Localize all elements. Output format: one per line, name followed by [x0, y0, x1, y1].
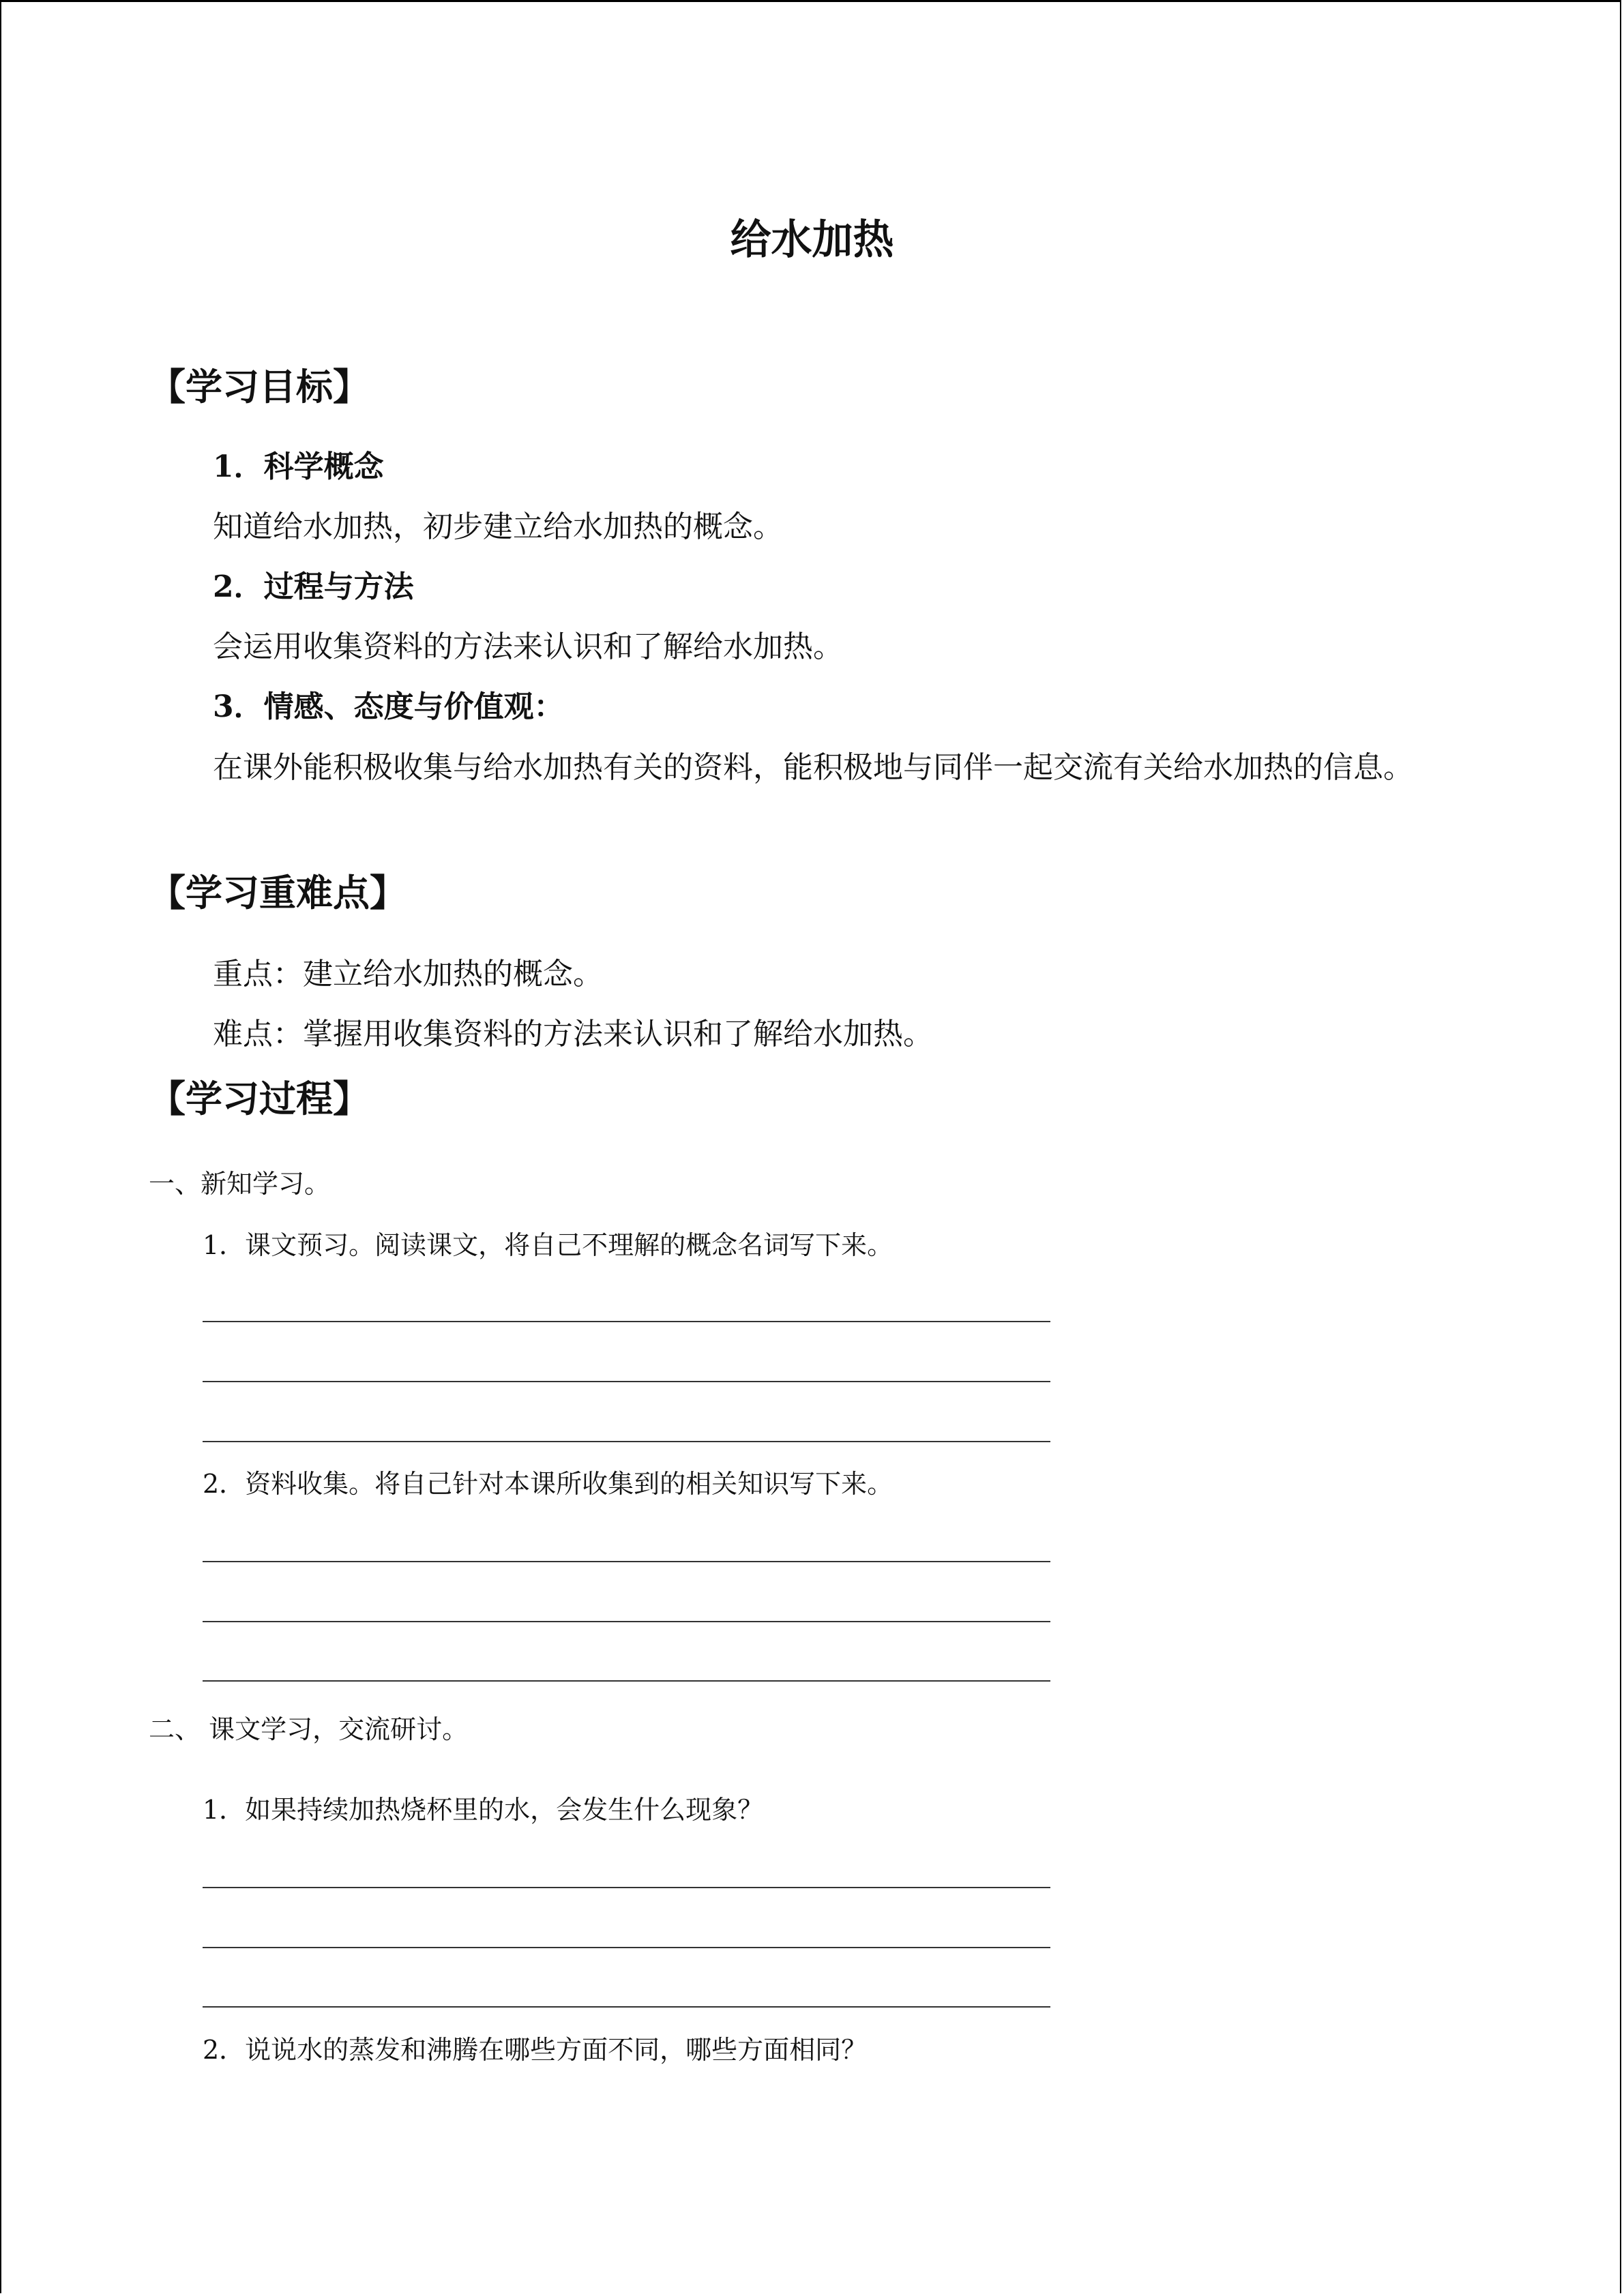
difficult-point-text: 难点：掌握用收集资料的方法来认识和了解给水加热。 [213, 1017, 933, 1052]
part-1-question-2: 2．资料收集。将自己针对本课所收集到的相关知识写下来。 [203, 1469, 894, 1499]
answer-line[interactable] [203, 1561, 1050, 1562]
answer-line[interactable] [203, 1321, 1050, 1322]
part-2-heading: 二、 课文学习，交流研讨。 [149, 1714, 469, 1744]
section-heading-key-points: 【学习重难点】 [149, 871, 407, 914]
objective-1-text: 知道给水加热，初步建立给水加热的概念。 [213, 509, 783, 544]
objective-2-text: 会运用收集资料的方法来认识和了解给水加热。 [213, 629, 843, 664]
key-point-text: 重点：建立给水加热的概念。 [213, 957, 603, 992]
objective-1-heading: 1．科学概念 [213, 449, 384, 484]
objective-3-heading: 3．情感、态度与价值观： [213, 689, 564, 724]
answer-line[interactable] [203, 1381, 1050, 1382]
answer-line[interactable] [203, 1947, 1050, 1948]
answer-line[interactable] [203, 1887, 1050, 1888]
section-heading-objectives: 【学习目标】 [149, 366, 370, 408]
objective-2-heading: 2．过程与方法 [213, 569, 414, 604]
answer-line[interactable] [203, 1680, 1050, 1682]
part-2-question-1: 1．如果持续加热烧杯里的水，会发生什么现象？ [203, 1795, 764, 1825]
answer-line[interactable] [203, 2006, 1050, 2008]
answer-line[interactable] [203, 1441, 1050, 1442]
part-1-question-1: 1．课文预习。阅读课文，将自己不理解的概念名词写下来。 [203, 1230, 894, 1260]
section-heading-process: 【学习过程】 [149, 1077, 370, 1120]
objective-3-text: 在课外能积极收集与给水加热有关的资料，能积极地与同伴一起交流有关给水加热的信息。 [213, 750, 1413, 785]
answer-line[interactable] [203, 1621, 1050, 1622]
page-title: 给水加热 [730, 216, 894, 264]
part-2-question-2: 2．说说水的蒸发和沸腾在哪些方面不同，哪些方面相同？ [203, 2035, 868, 2065]
part-1-heading: 一、新知学习。 [149, 1169, 331, 1199]
